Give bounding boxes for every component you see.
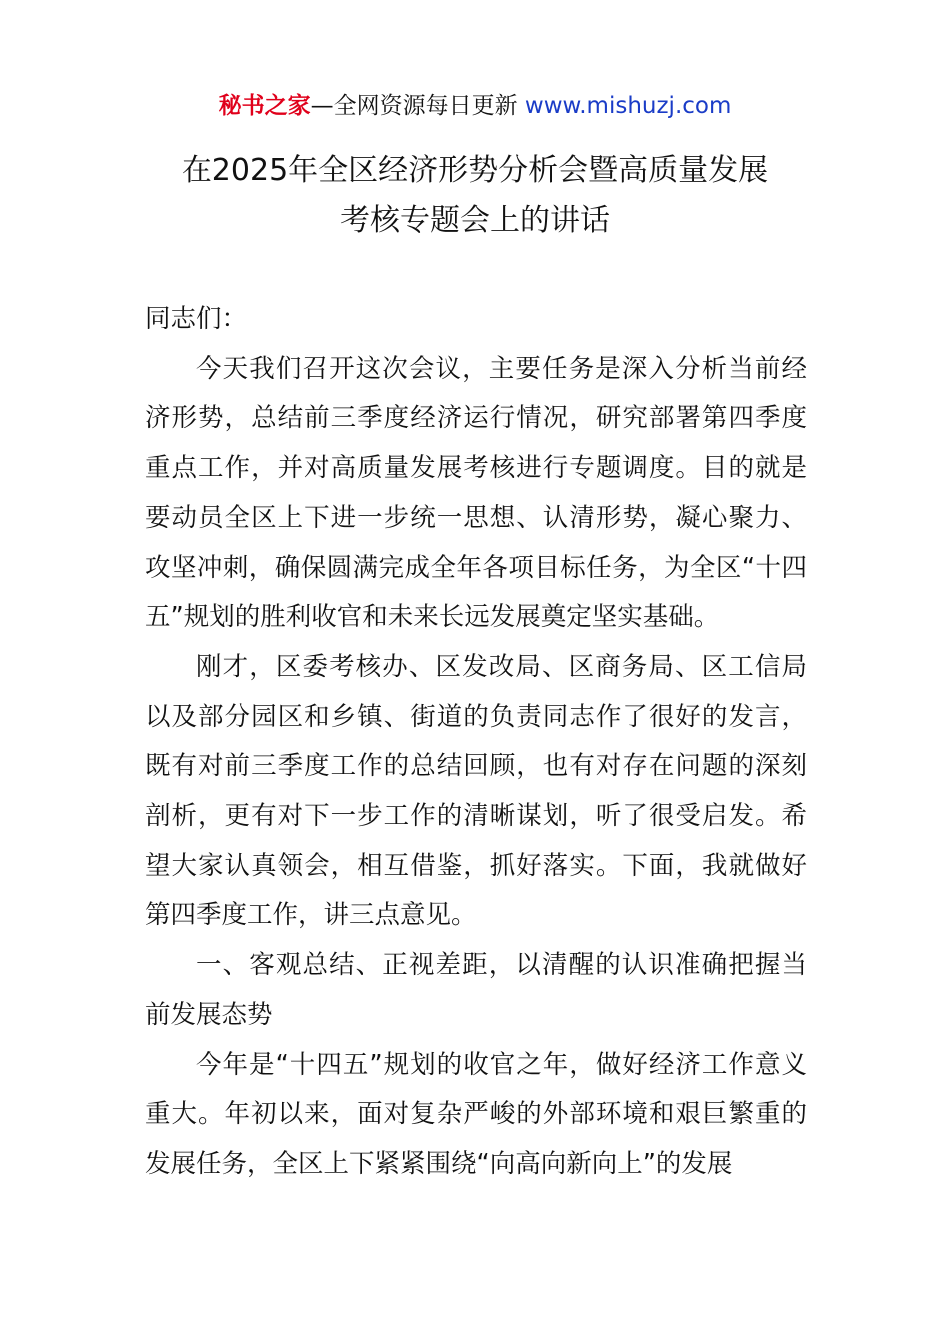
site-tagline: —全网资源每日更新 <box>310 93 518 119</box>
paragraph-section-1: 今年是“十四五”规划的收官之年，做好经济工作意义重大。年初以来，面对复杂严峻的外部环境和艰巨繁重的发展任务，全区上下紧紧围绕“向高向新向上”的发展 <box>145 1049 807 1179</box>
site-header <box>0 86 950 126</box>
salutation: 同志们： <box>145 304 248 334</box>
document-body <box>145 295 807 1190</box>
title-line-2: 考核专题会上的讲话 <box>340 203 610 238</box>
paragraph-opening: 今天我们召开这次会议，主要任务是深入分析当前经济形势，总结前三季度经济运行情况，研究部署第四季度重点工作，并对高质量发展考核进行专题调度。目的就是要动员全区上下进一步统一思想、认清形势，凝心聚力、攻坚冲刺，确保圆满完成全年各项目标任务，为全区“十四五”规划的胜利收官和未来长远发展奠定坚实基础。 <box>145 353 807 633</box>
site-url-link[interactable]: www.mishuzj.com <box>524 93 732 119</box>
site-name: 秘书之家 <box>218 93 311 119</box>
section-heading-1: 一、客观总结、正视差距，以清醒的认识准确把握当前发展态势 <box>145 950 807 1030</box>
paragraph-remarks: 刚才，区委考核办、区发改局、区商务局、区工信局以及部分园区和乡镇、街道的负责同志作了很好的发言，既有对前三季度工作的总结回顾，也有对存在问题的深刻剖析，更有对下一步工作的清晰谋划，听了很受启发。希望大家认真领会，相互借鉴，抓好落实。下面，我就做好第四季度工作，讲三点意见。 <box>145 651 807 931</box>
document-title <box>0 146 950 246</box>
title-line-1: 在2025年全区经济形势分析会暨高质量发展 <box>181 153 769 188</box>
